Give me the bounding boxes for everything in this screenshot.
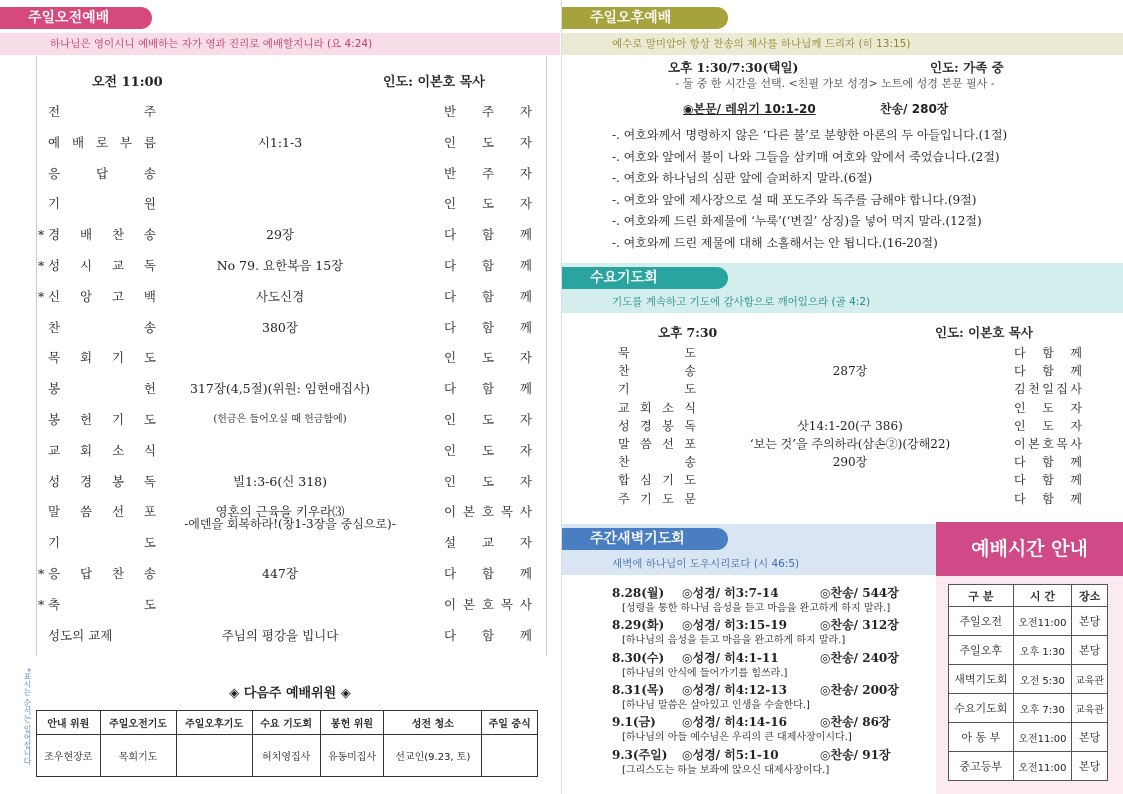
required-standing-mark: * — [38, 566, 45, 581]
order-item: 교 회 소 식 — [618, 400, 696, 415]
afternoon-text: ◉본문/ 레위기 10:1-20 — [683, 102, 816, 116]
committee-value: 조우현장로 — [37, 735, 101, 777]
dawn-desc: [하나님 말씀은 살아있고 인생을 수술한다.] — [622, 699, 810, 711]
order-detail: 빌1:3-6(신 318) — [232, 473, 328, 489]
schedule-cell: 아 동 부 — [949, 723, 1014, 752]
order-leader: 인 도 자 — [444, 442, 532, 458]
order-detail: 삿14:1-20(구 386) — [797, 418, 903, 433]
order-detail: 영혼의 근육을 키우라⑶ — [215, 504, 345, 520]
dawn-hymn: ◎찬송/ 240장 — [820, 650, 899, 665]
order-item: 예 배 로 부 름 — [48, 134, 156, 150]
wednesday-row — [0, 400, 1123, 417]
order-item: 기 원 — [48, 196, 156, 212]
order-item: 전 주 — [48, 104, 156, 119]
afternoon-time: 오후 1:30/7:30(택일) — [668, 60, 799, 75]
afternoon-leader: 인도: 가족 중 — [930, 60, 1004, 75]
morning-leader: 인도: 이본호 목사 — [383, 75, 485, 90]
order-item: 응 답 송 — [48, 165, 156, 181]
order-detail: 주님의 평강을 빕니다 — [221, 627, 339, 643]
wednesday-verse-band: 기도를 계속하고 기도에 감사함으로 깨어있으라 (골 4:2) — [562, 291, 1123, 313]
order-item: 봉 헌 — [48, 381, 156, 397]
order-item: 성 시 교 독 — [48, 258, 156, 273]
order-item: 찬 송 — [618, 364, 696, 379]
order-leader: 이 본 호 목 사 — [1014, 437, 1082, 451]
order-leader: 반 주 자 — [444, 165, 532, 181]
order-leader: 다 함 께 — [444, 288, 532, 304]
committee-header: 성전 청소 — [384, 711, 482, 735]
afternoon-point: -. 여호와 하나님의 심판 앞에 슬퍼하지 말라.(6절) — [612, 171, 873, 185]
afternoon-title: 주일오후예배 — [562, 7, 728, 29]
order-leader: 다 함 께 — [1014, 346, 1082, 360]
committee-value — [482, 735, 538, 777]
dawn-hymn: ◎찬송/ 312장 — [820, 618, 899, 633]
order-leader: 이 본 호 목 사 — [444, 596, 532, 612]
schedule-cell: 주일오전 — [949, 607, 1014, 636]
schedule-cell: 주일오후 — [949, 636, 1014, 665]
dawn-desc: [그리스도는 하늘 보좌에 앉으신 대제사장이다.] — [622, 764, 830, 776]
sermon-subtitle: -에덴을 회복하라!(창1-3장을 중심으로)- — [184, 517, 396, 531]
afternoon-note: - 둘 중 한 시간을 선택. <친필 가보 성경> 노트에 성경 본문 필사 - — [675, 77, 995, 90]
afternoon-point: -. 여호와께서 명령하지 않은 ‘다른 불’로 분향한 아론의 두 아들입니다.(1절) — [612, 128, 1008, 142]
committee-header: 주일오후기도 — [176, 711, 252, 735]
order-leader: 다 함 께 — [444, 258, 532, 273]
wednesday-row — [0, 418, 1123, 435]
order-leader: 인 도 자 — [1014, 418, 1082, 433]
schedule-cell: 본당 — [1072, 636, 1108, 665]
schedule-cell: 오전 5:30 — [1013, 665, 1072, 694]
dawn-desc: [하나님의 음성을 듣고 마음을 완고하게 하지 말라.] — [622, 635, 846, 647]
schedule-row — [949, 723, 1108, 752]
wednesday-row — [0, 472, 1123, 489]
schedule-cell: 본당 — [1072, 607, 1108, 636]
order-leader: 인 도 자 — [444, 350, 532, 366]
dawn-day: 9.3(주일) — [612, 747, 668, 762]
order-leader: 인 도 자 — [444, 196, 532, 212]
schedule-row — [949, 752, 1108, 781]
dawn-scripture: ◎성경/ 히5:1-10 — [682, 747, 779, 762]
order-item: 찬 송 — [618, 455, 696, 470]
morning-title: 주일오전예배 — [0, 7, 152, 29]
order-item: 신 앙 고 백 — [48, 288, 156, 304]
afternoon-point: -. 여호와 앞에 제사장으로 설 때 포도주와 독주를 금해야 합니다.(9절) — [612, 192, 977, 207]
schedule-row — [949, 694, 1108, 723]
schedule-header: 장소 — [1072, 585, 1108, 607]
schedule-cell: 수요기도회 — [949, 694, 1014, 723]
wednesday-time: 오후 7:30 — [658, 325, 718, 340]
order-detail: 29장 — [266, 227, 294, 243]
wednesday-row — [0, 381, 1123, 398]
committee-value: 유동미집사 — [320, 735, 384, 777]
schedule-header: 시 간 — [1013, 585, 1072, 607]
dawn-scripture: ◎성경/ 히4:12-13 — [682, 682, 787, 697]
standing-note: *표시는 순서는 일어섭니다 — [23, 668, 32, 766]
order-item: 성도의 교제 — [48, 627, 113, 643]
order-detail: (헌금은 들어오실 때 헌금함에) — [213, 414, 347, 425]
dawn-scripture: ◎성경/ 히3:15-19 — [682, 618, 787, 633]
afternoon-point: -. 여호와 앞에서 불이 나와 그들을 삼키매 여호와 앞에서 죽었습니다.(2절) — [612, 149, 1000, 164]
order-item: 봉 헌 기 도 — [48, 412, 156, 427]
order-leader: 설 교 자 — [444, 535, 532, 551]
order-leader: 다 함 께 — [444, 381, 532, 397]
order-detail: 사도신경 — [255, 288, 305, 304]
order-detail: ‘보는 것’을 주의하라(삼손②)(강해22) — [749, 437, 951, 451]
order-item: 묵 도 — [618, 346, 696, 360]
committee-value — [176, 735, 252, 777]
dawn-desc: [성령을 통한 하나님 음성을 듣고 마음을 완고하게 하지 말라.] — [622, 603, 891, 614]
order-item: 합 심 기 도 — [618, 473, 696, 488]
schedule-title: 예배시간 안내 — [936, 522, 1123, 576]
order-detail: 317장(4,5절)(위원: 임현애집사) — [189, 381, 371, 397]
wednesday-row — [0, 363, 1123, 380]
order-item: 응 답 찬 송 — [48, 566, 156, 581]
schedule-row — [949, 665, 1108, 694]
order-leader: 다 함 께 — [1014, 491, 1082, 506]
wednesday-leader: 인도: 이본호 목사 — [935, 325, 1033, 340]
wednesday-row — [0, 345, 1123, 362]
schedule-cell: 교육관 — [1072, 694, 1108, 723]
order-leader: 다 함 께 — [444, 319, 532, 335]
schedule-cell: 본당 — [1072, 723, 1108, 752]
morning-verse-band: 하나님은 영이시니 예배하는 자가 영과 진리로 예배할지니라 (요 4:24) — [0, 33, 560, 55]
required-standing-mark: * — [38, 596, 45, 612]
schedule-cell: 새벽기도회 — [949, 665, 1014, 694]
afternoon-hymn: 찬송/ 280장 — [880, 102, 949, 116]
dawn-day: 8.29(화) — [612, 618, 665, 633]
required-standing-mark: * — [38, 258, 45, 273]
order-detail: 447장 — [262, 566, 298, 581]
afternoon-point: -. 여호와께 드린 화제물에 ‘누룩’(‘변질’ 상징)을 넣어 먹지 말라.(12절) — [612, 214, 982, 228]
dawn-hymn: ◎찬송/ 86장 — [820, 715, 891, 730]
committee-header: 수요 기도회 — [252, 711, 320, 735]
afternoon-verse-band: 예수로 말미암아 항상 찬송의 제사를 하나님께 드리자 (히 13:15) — [562, 33, 1123, 55]
dawn-hymn: ◎찬송/ 91장 — [820, 747, 891, 762]
afternoon-point: -. 여호와께 드린 제물에 대해 소홀해서는 안 됩니다.(16-20절) — [612, 235, 938, 250]
dawn-title: 주간새벽기도회 — [562, 528, 728, 550]
required-standing-mark: * — [38, 227, 45, 243]
committee-value: 선교인(9.23, 토) — [384, 735, 482, 777]
schedule-row — [949, 636, 1108, 665]
committee-value: 허치영집사 — [252, 735, 320, 777]
committee-header: 봉헌 위원 — [320, 711, 384, 735]
order-detail: 290장 — [832, 455, 868, 470]
schedule-cell: 교육관 — [1072, 665, 1108, 694]
order-leader: 다 함 께 — [1014, 364, 1082, 379]
order-detail: 287장 — [832, 364, 868, 379]
order-item: 기 도 — [48, 535, 156, 551]
order-leader: 다 함 께 — [444, 566, 532, 581]
order-item: 주 기 도 문 — [618, 491, 696, 506]
schedule-table — [948, 584, 1108, 781]
schedule-header: 구 분 — [949, 585, 1014, 607]
wednesday-title: 수요기도회 — [562, 267, 728, 289]
order-leader: 이 본 호 목 사 — [444, 504, 532, 520]
dawn-scripture: ◎성경/ 히4:14-16 — [682, 715, 787, 730]
order-leader: 다 함 께 — [1014, 473, 1082, 488]
order-leader: 인 도 자 — [444, 412, 532, 427]
dawn-desc: [하나님의 아들 예수님은 우리의 큰 대제사장이시다.] — [622, 732, 852, 744]
schedule-cell: 오후 7:30 — [1013, 694, 1072, 723]
dawn-day: 9.1(금) — [612, 715, 656, 730]
order-leader: 인 도 자 — [444, 473, 532, 489]
committee-header: 주일 중식 — [482, 711, 538, 735]
order-leader: 인 도 자 — [444, 134, 532, 150]
order-item: 말 씀 선 포 — [48, 504, 156, 520]
schedule-cell: 오후 1:30 — [1013, 636, 1072, 665]
order-leader: 다 함 께 — [444, 627, 532, 643]
wednesday-row — [0, 436, 1123, 453]
dawn-day: 8.28(월) — [612, 586, 665, 600]
order-leader: 다 함 께 — [444, 227, 532, 243]
schedule-cell: 오전11:00 — [1013, 607, 1072, 636]
next-committee-title: ◈ 다음주 예배위원 ◈ — [229, 686, 351, 701]
dawn-desc: [하나님의 안식에 들어가기를 힘쓰라.] — [622, 667, 788, 679]
schedule-cell: 본당 — [1072, 752, 1108, 781]
schedule-cell: 오전11:00 — [1013, 752, 1072, 781]
order-detail: No 79. 요한복음 15장 — [216, 258, 344, 273]
order-leader: 김 천 일 집 사 — [1014, 382, 1082, 397]
committee-header: 안내 위원 — [37, 711, 101, 735]
committee-value: 목회기도 — [100, 735, 176, 777]
wednesday-row — [0, 454, 1123, 471]
order-leader: 인 도 자 — [1014, 400, 1082, 415]
next-committee-table — [36, 710, 538, 777]
order-item: 기 도 — [618, 382, 696, 397]
dawn-hymn: ◎찬송/ 544장 — [820, 586, 899, 600]
schedule-cell: 오전11:00 — [1013, 723, 1072, 752]
order-item: 성 경 봉 독 — [48, 473, 156, 489]
order-leader: 반 주 자 — [444, 104, 532, 119]
order-detail: 380장 — [262, 319, 298, 335]
order-item: 경 배 찬 송 — [48, 227, 156, 243]
schedule-row — [949, 607, 1108, 636]
order-detail: 시1:1-3 — [257, 134, 303, 150]
required-standing-mark: * — [38, 288, 45, 304]
dawn-verse: 새벽에 하나님이 도우시리로다 (시 46:5) — [612, 558, 800, 570]
order-item: 교 회 소 식 — [48, 442, 156, 458]
morning-time: 오전 11:00 — [92, 75, 163, 90]
dawn-day: 8.30(수) — [612, 650, 665, 665]
committee-header: 주일오전기도 — [100, 711, 176, 735]
order-item: 성 경 봉 독 — [618, 418, 696, 433]
dawn-scripture: ◎성경/ 히3:7-14 — [682, 586, 779, 600]
dawn-scripture: ◎성경/ 히4:1-11 — [682, 650, 779, 665]
wednesday-row — [0, 491, 1123, 508]
schedule-cell: 중고등부 — [949, 752, 1014, 781]
order-leader: 다 함 께 — [1014, 455, 1082, 470]
order-item: 말 씀 선 포 — [618, 437, 696, 451]
dawn-hymn: ◎찬송/ 200장 — [820, 682, 899, 697]
dawn-day: 8.31(목) — [612, 682, 665, 697]
order-item: 찬 송 — [48, 319, 156, 335]
order-item: 축 도 — [48, 596, 156, 612]
order-item: 목 회 기 도 — [48, 350, 156, 366]
